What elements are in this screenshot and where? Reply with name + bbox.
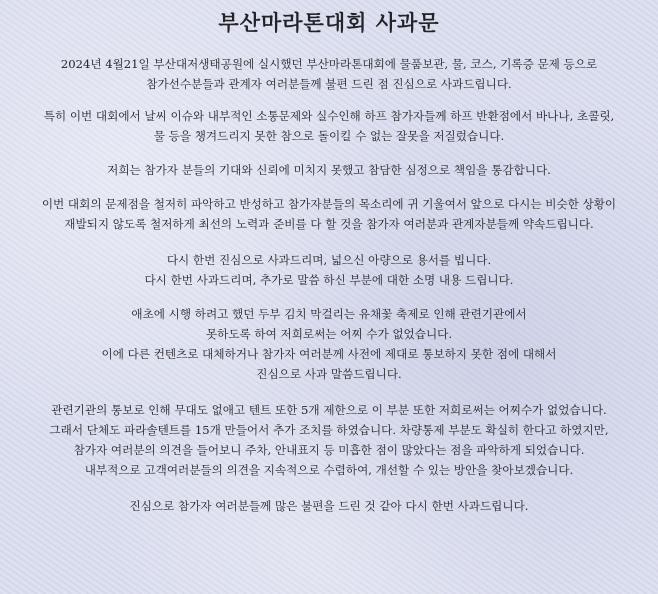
paragraph-2 — [8, 106, 650, 146]
paragraph-line: 관련기관의 통보로 인해 무대도 없애고 텐트 또한 5개 제한으로 이 부분 또한 저희로써는 어찌수가 없었습니다. — [51, 403, 607, 417]
paragraph-line: 못하도록 하여 저희로써는 어찌 수가 없었습니다. — [205, 327, 453, 341]
paragraph-line: 저희는 참가자 분들의 기대와 신뢰에 미치지 못했고 참담한 심정으로 책임을 통감합니다. — [107, 163, 551, 177]
paragraph-3 — [8, 160, 650, 180]
paragraph-1 — [8, 54, 650, 94]
paragraph-line: 특히 이번 대회에서 날씨 이슈와 내부적인 소통문제와 실수인해 하프 참가자들께 하프 반환점에서 바나나, 초콜릿, — [43, 109, 615, 123]
paragraph-line: 참가자 여러분의 의견을 들어보니 주차, 안내표지 등 미흡한 점이 많았다는 점을 파악하게 되었습니다. — [73, 443, 585, 457]
paragraph-8 — [8, 496, 650, 516]
paragraph-line: 다시 한번 사과드리며, 추가로 말씀 하신 부분에 대한 소명 내용 드립니다. — [144, 273, 514, 287]
paragraph-line: 진심으로 사과 말씀드립니다. — [256, 367, 402, 381]
paragraph-line: 내부적으로 고객여러분들의 의견을 지속적으로 수렴하여, 개선할 수 있는 방안을 찾아보겠습니다. — [84, 463, 574, 477]
paragraph-line: 애초에 시행 하려고 했던 두부 김치 막걸리는 유채꽃 축제로 인해 관련기관에서 — [131, 307, 527, 321]
paragraph-line: 2024년 4월21일 부산대저생태공원에 실시했던 부산마라톤대회에 물품보관, 물, 코스, 기록증 문제 등으로 — [60, 57, 598, 71]
paragraph-line: 물 등을 챙겨드리지 못한 참으로 돌이킬 수 없는 잘못을 저질렀습니다. — [153, 129, 505, 143]
paragraph-line: 이번 대회의 문제점을 철저히 파악하고 반성하고 참가자분들의 목소리에 귀 기울여서 앞으로 다시는 비슷한 상황이 — [41, 197, 617, 211]
page-title: 부산마라톤대회 사과문 — [218, 11, 440, 35]
paragraph-line: 다시 한번 진심으로 사과드리며, 넓으신 아량으로 용서를 빕니다. — [166, 253, 492, 267]
paragraph-line: 이에 다른 컨텐츠로 대체하거나 참가자 여러분께 사전에 제대로 통보하지 못한 점에 대해서 — [101, 347, 557, 361]
paragraph-line: 진심으로 참가자 여러분들께 많은 불편을 드린 것 같아 다시 한번 사과드립니다. — [129, 499, 529, 513]
paragraph-5 — [8, 250, 650, 290]
paragraph-line: 그래서 단체도 파라솔텐트를 15개 만들어서 추가 조치를 하였습니다. 차량통제 부분도 확실히 한다고 하였지만, — [49, 423, 609, 437]
paragraph-6 — [8, 304, 650, 384]
paragraph-7 — [8, 400, 650, 480]
paragraph-line: 재발되지 않도록 철저하게 최선의 노력과 준비를 다 할 것을 참가자 여러분과 관계자분들께 약속드립니다. — [64, 217, 594, 231]
paragraph-line: 참가선수분들과 관계자 여러분들께 불편 드린 점 진심으로 사과드립니다. — [146, 77, 512, 91]
paragraph-4 — [8, 194, 650, 234]
